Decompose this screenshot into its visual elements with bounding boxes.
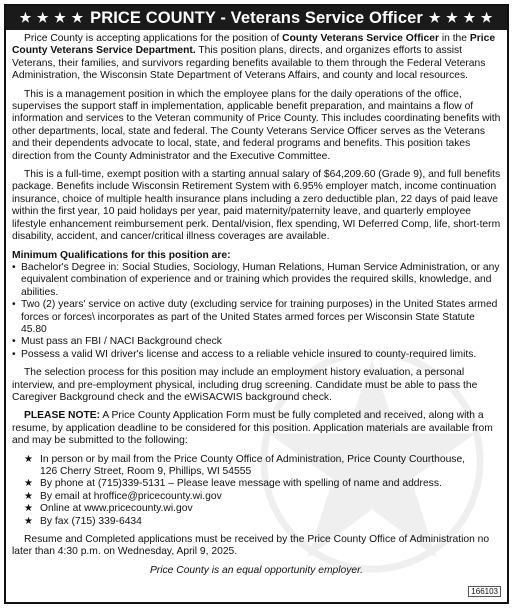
ad-header [6, 6, 507, 30]
management-paragraph: This is a management position in which the employee plans for the daily operations of the office, supervises the support staff in implementation, applicable benefit preparation, and maintains a flow of information and services to the Veteran community of Price County. This includes coordinating benefits with other departments, local, state and federal. The County Veterans Service Officer serves as the Veterans and their dependents advocate to local, state, and federal programs and benefits. This position takes direction from the County Administrator and the Executive Committee. [12, 88, 501, 162]
submission-method-fax [24, 516, 501, 528]
method-text: Online at www.pricecounty.wi.gov [40, 503, 193, 515]
method-text: By phone at (715)339-5131 – Please leave message with spelling of name and address. [40, 478, 442, 490]
qualification-item: • Must pass an FBI / NACI Background check [12, 336, 501, 348]
ad-id-number: 166103 [468, 586, 501, 597]
star-bullet-icon: ★ [24, 453, 33, 465]
equal-opportunity-statement: Price County is an equal opportunity employer. [149, 564, 364, 576]
qualification-item: • Two (2) years' service on active duty (excluding service for training purposes) in the United States armed forces or forces\ incorporates as part of the United States armed forces per Wisconsin State Statute 45.80 [12, 299, 501, 336]
star-bullet-icon: ★ [24, 490, 33, 502]
qualification-item: • Possess a valid WI driver's license and access to a reliable vehicle insured to county-required limits. [12, 349, 501, 361]
please-note-label: PLEASE NOTE: [24, 410, 101, 422]
intro-position-title: County Veterans Service Officer [282, 33, 439, 44]
qualifications-heading: Minimum Qualifications for this position are: [12, 249, 231, 261]
star-bullet-icon: ★ [24, 515, 33, 527]
salary-paragraph: This is a full-time, exempt position with a starting annual salary of $64,209.60 (Grade 9), and full benefits package. Benefits include Wisconsin Retirement System with 6.95% employer match, income continuation insurance, choice of multiple health insurance plans including a zero deductible plan, 22 days of paid leave within the first year, 10 paid holidays per year, paid maternity/paternity leave, and quarterly employee lifestyle enhancement reimbursement perk. Dental/vision, flex spending, WI Deferred Comp, life, short-term disability, accident, and cancer/critical illness coverages are available. [12, 169, 501, 243]
qualifications-list [12, 262, 501, 361]
submission-method-email [24, 491, 501, 503]
deadline-paragraph: Resume and Completed applications must be received by the Price County Office of Administration no later than 4:30 p.m. on Wednesday, April 9, 2025. [12, 534, 490, 558]
method-text: By email at hroffice@pricecounty.wi.gov [40, 490, 222, 502]
method-text: In person or by mail from the Price County Office of Administration, Price County Courthouse, [40, 453, 466, 465]
qualification-item: • Bachelor's Degree in: Social Studies, Sociology, Human Relations, Human Service Administration, or any equivalent combination of experience and or training which provides the required skills, knowledge, and abilities. [12, 262, 501, 299]
please-note-paragraph [12, 410, 501, 447]
star-bullet-icon: ★ [24, 503, 33, 515]
method-text: By fax (715) 339-6434 [40, 515, 142, 527]
header-stars-right-icon: ★ ★ ★ ★ [428, 10, 494, 25]
job-advertisement [4, 4, 509, 604]
intro-text-3: This position plans, directs, and organizes efforts to assist Veterans, their families, and survivors regarding benefits available to them through the Federal Veterans Administration, the Wisconsin State Department of Veterans Affairs, and county and local resources. [12, 45, 486, 82]
intro-department-name: Price County Veterans Service Department. [12, 33, 496, 57]
ad-title: PRICE COUNTY - Veterans Service Officer [90, 8, 423, 27]
submission-method-in-person [24, 454, 501, 479]
star-bullet-icon: ★ [24, 478, 33, 490]
intro-paragraph [12, 33, 501, 83]
ad-body [6, 30, 507, 577]
header-stars-left-icon: ★ ★ ★ ★ [19, 10, 85, 25]
intro-text-2: in the [438, 33, 470, 44]
method-address: 126 Cherry Street, Room 9, Phillips, WI 54555 [40, 466, 252, 477]
please-note-text: A Price County Application Form must be fully completed and received, along with a resume, by application deadline to be considered for this position. Application materials are available from and may be submitted to the following: [12, 410, 493, 447]
submission-method-online [24, 503, 501, 515]
submission-methods-list [24, 454, 501, 528]
selection-paragraph: The selection process for this position may include an employment history evaluation, a personal interview, and pre-employment physical, including drug screening. Candidate must be able to pass the Caregiver Background check and the eWiSACWIS background check. [12, 367, 478, 403]
intro-text-1: Price County is accepting applications for the position of [24, 33, 283, 44]
submission-method-phone [24, 478, 501, 490]
